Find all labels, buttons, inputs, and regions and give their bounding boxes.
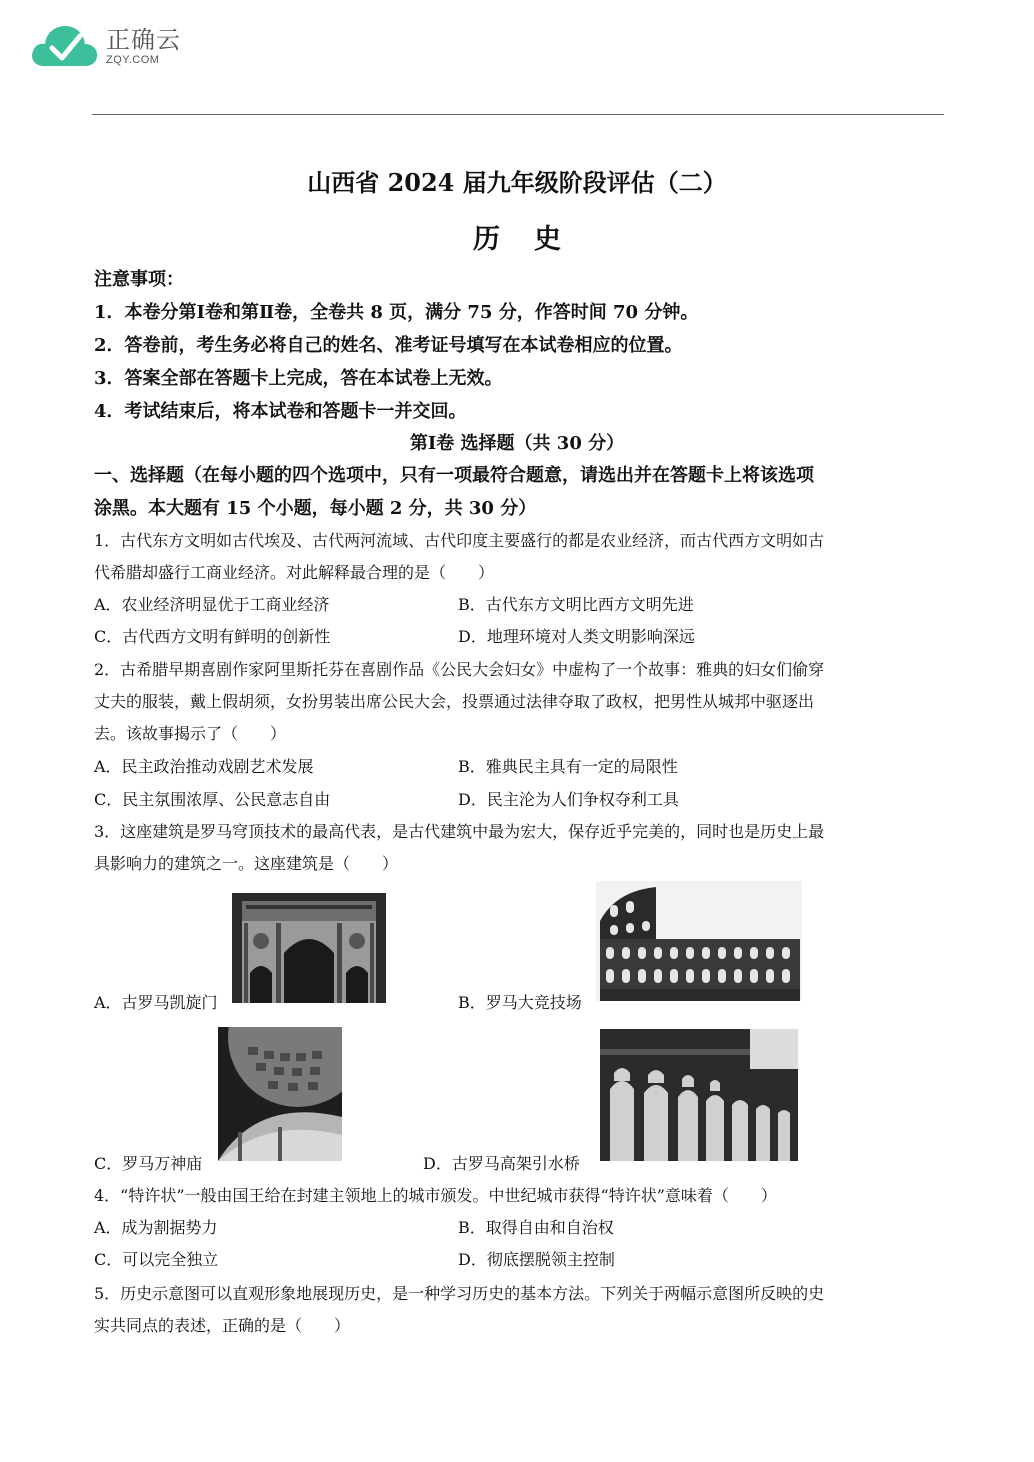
triumphal-arch-photo	[232, 893, 386, 1003]
notice-item: 4．考试结束后，将本试卷和答题卡一并交回。	[94, 401, 467, 422]
section-instruction: 涂黑。本大题有 15 个小题，每小题 2 分，共 30 分）	[94, 498, 537, 519]
question-2-option-b: B．雅典民主具有一定的局限性	[458, 757, 678, 776]
notice-item: 1．本卷分第Ⅰ卷和第Ⅱ卷，全卷共 8 页，满分 75 分，作答时间 70 分钟。	[94, 302, 699, 323]
section-title: 第Ⅰ卷 选择题（共 30 分）	[409, 433, 625, 454]
question-4-stem: 4．“特许状”一般由国王给在封建主领地上的城市颁发。中世纪城市获得“特许状”意味着（ ）	[94, 1186, 777, 1205]
question-3-stem: 具影响力的建筑之一。这座建筑是（ ）	[94, 854, 399, 873]
section-instruction: 一、选择题（在每小题的四个选项中，只有一项最符合题意，请选出并在答题卡上将该选项	[94, 465, 814, 486]
question-4-option-a: A．成为割据势力	[94, 1218, 218, 1237]
question-3-stem: 3．这座建筑是罗马穹顶技术的最高代表，是古代建筑中最为宏大，保存近乎完美的，同时也是历史上最	[94, 822, 825, 841]
question-3-option-b: B．罗马大竞技场	[458, 993, 582, 1012]
question-4-option-b: B．取得自由和自治权	[458, 1218, 614, 1237]
question-4-option-c: C．可以完全独立	[94, 1250, 219, 1269]
header-divider	[92, 114, 944, 115]
question-2-stem: 去。该故事揭示了（ ）	[94, 724, 287, 743]
question-2-stem: 丈夫的服装，戴上假胡须，女扮男装出席公民大会，投票通过法律夺取了政权，把男性从城邦中驱逐出	[94, 692, 815, 711]
question-5-stem: 5．历史示意图可以直观形象地展现历史，是一种学习历史的基本方法。下列关于两幅示意图所反映的史	[94, 1284, 825, 1303]
question-3-option-c: C．罗马万神庙	[94, 1154, 203, 1173]
colosseum-photo	[596, 881, 802, 1001]
question-2-option-c: C．民主氛围浓厚、公民意志自由	[94, 790, 331, 809]
notice-heading: 注意事项：	[94, 269, 184, 290]
aqueduct-photo	[600, 1029, 798, 1161]
brand-name: 正确云	[106, 26, 181, 54]
notice-item: 2．答卷前，考生务必将自己的姓名、准考证号填写在本试卷相应的位置。	[94, 335, 683, 356]
question-2-stem: 2．古希腊早期喜剧作家阿里斯托芬在喜剧作品《公民大会妇女》中虚构了一个故事：雅典的妇女们偷穿	[94, 660, 825, 679]
question-1-option-a: A．农业经济明显优于工商业经济	[94, 595, 330, 614]
question-4-option-d: D．彻底摆脱领主控制	[458, 1250, 615, 1269]
question-3-option-d: D．古罗马高架引水桥	[423, 1154, 580, 1173]
brand-logo	[30, 22, 181, 72]
question-1-option-c: C．古代西方文明有鲜明的创新性	[94, 627, 331, 646]
question-3-option-a: A．古罗马凯旋门	[94, 993, 218, 1012]
question-1-option-b: B．古代东方文明比西方文明先进	[458, 595, 694, 614]
notice-item: 3．答案全部在答题卡上完成，答在本试卷上无效。	[94, 368, 503, 389]
question-5-stem: 实共同点的表述，正确的是（ ）	[94, 1316, 351, 1335]
brand-domain: ZQY.COM	[106, 54, 160, 66]
subject-title: 历史	[473, 224, 595, 255]
question-2-option-d: D．民主沦为人们争权夺利工具	[458, 790, 679, 809]
question-1-stem: 代希腊却盛行工商业经济。对此解释最合理的是（ ）	[94, 563, 495, 582]
question-1-option-d: D．地理环境对人类文明影响深远	[458, 627, 695, 646]
question-1-stem: 1．古代东方文明如古代埃及、古代两河流域、古代印度主要盛行的都是农业经济，而古代西方文明如古	[94, 531, 825, 550]
pantheon-photo	[218, 1027, 342, 1161]
exam-title: 山西省 2024 届九年级阶段评估（二）	[307, 168, 727, 197]
question-2-option-a: A．民主政治推动戏剧艺术发展	[94, 757, 314, 776]
cloud-check-icon	[30, 22, 100, 72]
